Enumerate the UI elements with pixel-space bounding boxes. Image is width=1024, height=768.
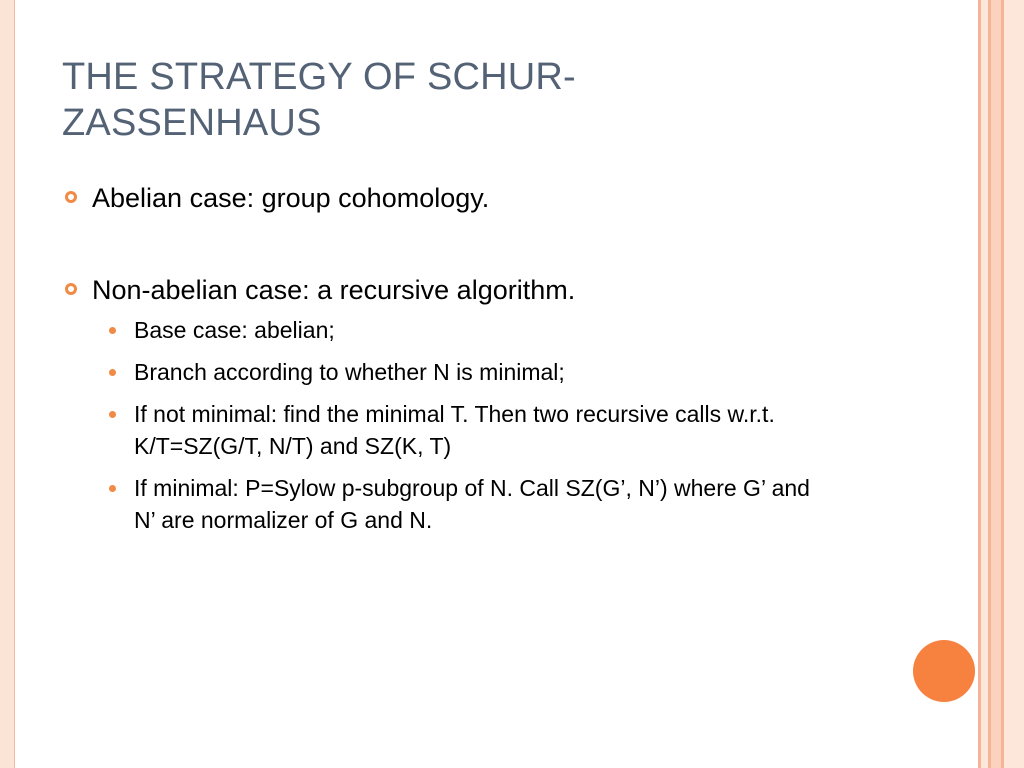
- sub-bullet-branch: [62, 356, 862, 388]
- dot-bullet-icon: [109, 485, 116, 492]
- bullet-abelian-case: [62, 180, 862, 216]
- hollow-circle-bullet-icon: [65, 191, 77, 203]
- dot-bullet-icon: [109, 411, 116, 418]
- sub-bullet-not-minimal: [62, 398, 814, 462]
- dot-bullet-icon: [109, 327, 116, 334]
- sub-bullet-text: Branch according to whether N is minimal;: [134, 359, 565, 385]
- left-border-decoration: [0, 0, 15, 768]
- slide-content: [62, 180, 862, 536]
- bullet-non-abelian-case: [62, 272, 862, 308]
- sub-bullet-base-case: [62, 314, 862, 346]
- sub-bullet-minimal: [62, 472, 834, 536]
- sub-bullet-text: If minimal: P=Sylow p-subgroup of N. Call SZ(G’, N’) where G’ and N’ are normalizer of G and N.: [134, 475, 810, 533]
- dot-bullet-icon: [109, 369, 116, 376]
- right-stripe-6: [1004, 0, 1024, 768]
- sub-bullet-text: Base case: abelian;: [134, 317, 335, 343]
- bullet-text: Abelian case: group cohomology.: [92, 183, 490, 213]
- right-stripe-4: [991, 0, 1001, 768]
- hollow-circle-bullet-icon: [65, 283, 77, 295]
- bullet-text: Non-abelian case: a recursive algorithm.: [92, 275, 576, 305]
- slide-title: THE STRATEGY OF SCHUR-ZASSENHAUS: [62, 56, 576, 144]
- right-stripe-2: [981, 0, 988, 768]
- orange-circle-decoration: [913, 640, 975, 702]
- sub-bullet-text: If not minimal: find the minimal T. Then two recursive calls w.r.t. K/T=SZ(G/T, N/T) and SZ(K, T): [134, 401, 775, 459]
